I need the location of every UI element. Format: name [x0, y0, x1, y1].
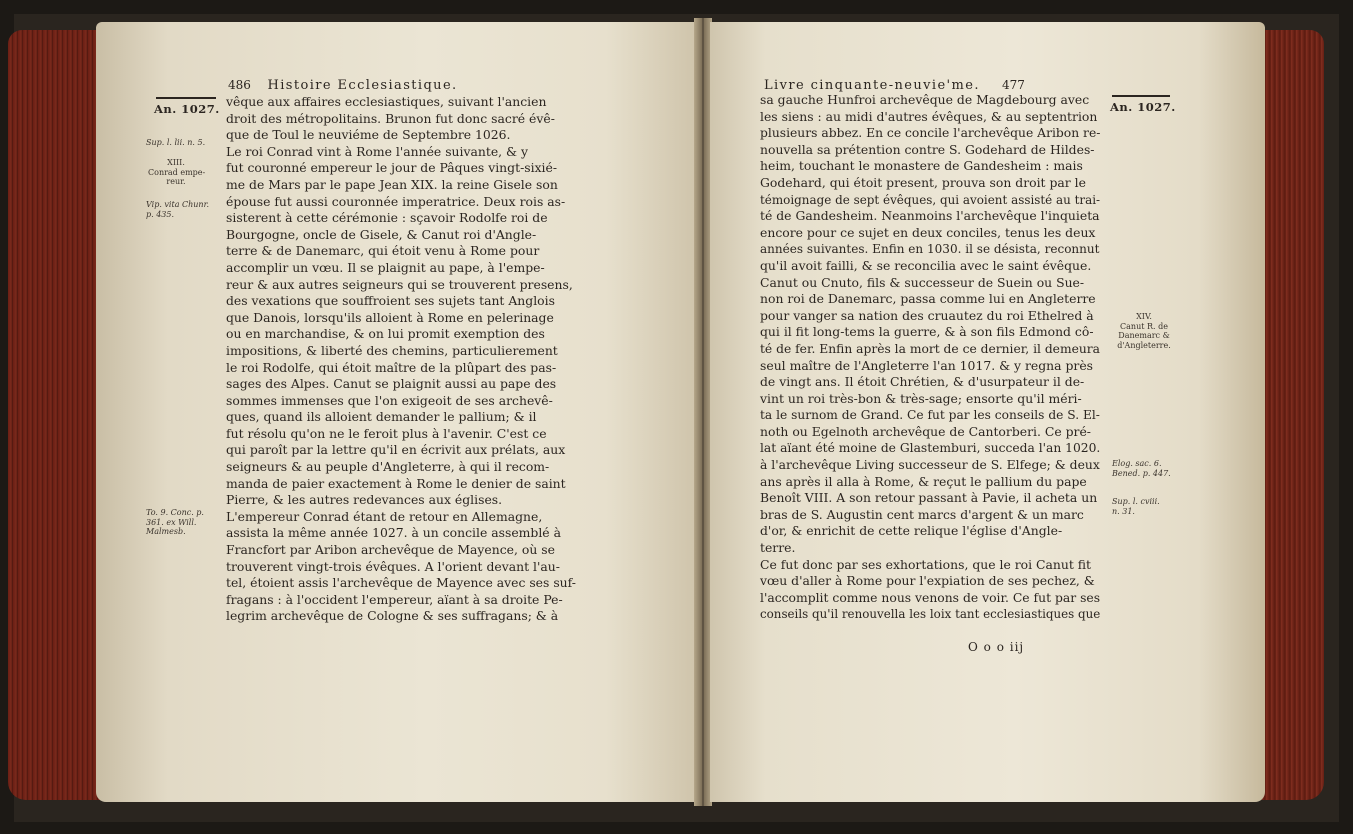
left-text-line: fut résolu qu'on ne le feroit plus à l'avenir. C'est ce [226, 425, 547, 441]
right-text-line: heim, touchant le monastere de Gandesheim : mais [760, 158, 1083, 174]
left-text-line: fragans : à l'occident l'empereur, aïant à sa droite Pe- [226, 591, 563, 607]
right-text-line: noth ou Egelnoth archevêque de Cantorberi. Ce pré- [760, 423, 1091, 439]
right-text-line: d'or, & enrichit de cette relique l'église d'Angle- [760, 523, 1063, 539]
right-text-line: qu'il avoit failli, & se reconcilia avec le saint évêque. [760, 257, 1092, 273]
right-note-1: XIV. Canut R. de Danemarc & d'Angleterre. [1117, 312, 1171, 350]
left-note-4: To. 9. Conc. p. 361. ex Will. Malmesb. [146, 508, 204, 536]
left-note-2: XIII. Conrad empe- reur. [148, 158, 206, 186]
right-title: Livre cinquante-neuvie'me. [764, 78, 980, 93]
left-text-line: des vexations que souffroient ses sujets tant Anglois [226, 293, 555, 309]
left-text-line: Francfort par Aribon archevêque de Mayence, où se [226, 542, 555, 558]
right-text-line: qui il fit long-tems la guerre, & à son fils Edmond cô- [760, 324, 1094, 340]
right-text-line: vint un roi très-bon & très-sage; ensorte qu'il méri- [760, 390, 1082, 406]
right-text-line: témoignage de sept évêques, qui avoient assisté au trai- [760, 191, 1101, 207]
right-year: An. 1027. [1110, 100, 1176, 114]
left-year-rule [156, 97, 216, 99]
left-text-line: que de Toul le neuviéme de Septembre 1026. [226, 127, 511, 143]
right-text-line: ta le surnom de Grand. Ce fut par les conseils de S. El- [760, 407, 1100, 423]
right-year-rule [1112, 95, 1170, 97]
right-text-line: nouvella sa prétention contre S. Godehard de Hildes- [760, 141, 1095, 157]
right-text-line: ans après il alla à Rome, & reçut le pallium du pape [760, 473, 1087, 489]
right-text-line: l'accomplit comme nous venons de voir. Ce fut par ses [760, 589, 1101, 605]
right-text-line: années suivantes. Enfin en 1030. il se désista, reconnut [760, 241, 1100, 257]
left-note-3: Vip. vita Chunr. p. 435. [146, 200, 210, 219]
right-text-line: Canut ou Cnuto, fils & successeur de Suein ou Sue- [760, 274, 1085, 290]
left-note-1: Sup. l. lii. n. 5. [146, 138, 206, 147]
left-text-line: épouse fut aussi couronnée imperatrice. Deux rois as- [226, 193, 566, 209]
left-text-line: fut couronné empereur le jour de Pâques vingt-sixié- [226, 160, 558, 176]
left-text-line: impositions, & liberté des chemins, particulierement [226, 342, 558, 358]
left-text-line: droit des métropolitains. Brunon fut donc sacré évê- [226, 110, 555, 126]
left-title: Histoire Ecclesiastique. [267, 78, 458, 93]
left-page-edges [8, 30, 100, 800]
left-text-line: trouverent vingt-trois évêques. A l'orient devant l'au- [226, 558, 560, 574]
right-running-head [764, 78, 1025, 93]
left-body-text [226, 94, 681, 625]
left-text-line: accomplir un vœu. Il se plaignit au pape, à l'empe- [226, 259, 545, 275]
left-text-line: sisterent à cette cérémonie : sçavoir Rodolfe roi de [226, 210, 548, 226]
right-text-line: té de Gandesheim. Neanmoins l'archevêque l'inquieta [760, 208, 1100, 224]
right-text-line: sa gauche Hunfroi archevêque de Magdebourg avec [760, 92, 1090, 107]
right-text-line: Ce fut donc par ses exhortations, que le roi Canut fit [760, 556, 1092, 572]
left-text-line: ques, quand ils alloient demander le pallium; & il [226, 409, 537, 425]
right-text-line: té de fer. Enfin après la mort de ce dernier, il demeura [760, 340, 1100, 356]
left-text-line: sages des Alpes. Canut se plaignit aussi au pape des [226, 376, 557, 392]
left-text-line: seigneurs & au peuple d'Angleterre, à qui il recom- [226, 459, 550, 475]
right-text-line: terre. [760, 540, 796, 556]
left-page-number: 486 [228, 78, 251, 92]
right-page [710, 22, 1265, 802]
left-text-line: tel, étoient assis l'archevêque de Mayence avec ses suf- [226, 575, 576, 591]
signature-mark: O o o iij [968, 640, 1025, 654]
left-text-line: L'empereur Conrad étant de retour en Allemagne, [226, 508, 543, 524]
left-text-line: manda de paier exactement à Rome le denier de saint [226, 475, 566, 491]
left-text-line: que Danois, lorsqu'ils alloient à Rome en pelerinage [226, 309, 554, 325]
left-page [96, 22, 696, 802]
right-text-line: conseils qu'il renouvella les loix tant ecclesiastiques que [760, 606, 1101, 622]
right-text-line: non roi de Danemarc, passa comme lui en Angleterre [760, 291, 1096, 307]
right-text-line: de vingt ans. Il étoit Chrétien, & d'usurpateur il de- [760, 374, 1085, 390]
right-page-number: 477 [1002, 78, 1025, 92]
right-text-line: lat aïant été moine de Glastemburi, succeda l'an 1020. [760, 440, 1101, 456]
right-text-line: bras de S. Augustin cent marcs d'argent & un marc [760, 506, 1084, 522]
left-text-line: assista la même année 1027. à un concile assemblé à [226, 525, 561, 541]
right-text-line: Godehard, qui étoit present, prouva son droit par le [760, 174, 1086, 190]
left-text-line: reur & aux autres seigneurs qui se trouverent presens, [226, 276, 573, 292]
left-text-line: qui paroît par la lettre qu'il en écrivit aux prélats, aux [226, 442, 566, 458]
right-page-edges [1262, 30, 1324, 800]
right-note-2: Elog. sac. 6. Bened. p. 447. [1112, 459, 1171, 478]
left-text-line: Pierre, & les autres redevances aux églises. [226, 492, 503, 508]
left-text-line: me de Mars par le pape Jean XIX. la reine Gisele son [226, 176, 558, 192]
right-text-line: pour vanger sa nation des cruautez du roi Ethelred à [760, 307, 1094, 323]
right-note-3: Sup. l. cviii. n. 31. [1112, 497, 1160, 516]
left-text-line: vêque aux affaires ecclesiastiques, suivant l'ancien [226, 94, 547, 109]
left-text-line: terre & de Danemarc, qui étoit venu à Rome pour [226, 243, 540, 259]
left-year: An. 1027. [154, 102, 220, 116]
left-text-line: le roi Rodolfe, qui étoit maître de la plûpart des pas- [226, 359, 557, 375]
left-text-line: ou en marchandise, & on lui promit exemption des [226, 326, 545, 342]
right-body-text [760, 92, 1100, 623]
right-text-line: plusieurs abbez. En ce concile l'archevêque Aribon re- [760, 125, 1101, 141]
left-text-line: sommes immenses que l'on exigeoit de ses archevê- [226, 392, 553, 408]
left-text-line: legrim archevêque de Cologne & ses suffragans; & à [226, 608, 559, 624]
right-text-line: seul maître de l'Angleterre l'an 1017. & y regna près [760, 357, 1094, 373]
left-text-line: Le roi Conrad vint à Rome l'année suivante, & y [226, 143, 529, 159]
left-running-head [228, 78, 458, 93]
right-text-line: à l'archevêque Living successeur de S. Elfege; & deux [760, 457, 1100, 473]
right-text-line: encore pour ce sujet en deux conciles, tenus les deux [760, 224, 1096, 240]
right-text-line: Benoît VIII. A son retour passant à Pavie, il acheta un [760, 490, 1098, 506]
right-text-line: vœu d'aller à Rome pour l'expiation de ses pechez, & [760, 573, 1095, 589]
left-text-line: Bourgogne, oncle de Gisele, & Canut roi d'Angle- [226, 226, 537, 242]
right-text-line: les siens : au midi d'autres évêques, & au septentrion [760, 108, 1098, 124]
